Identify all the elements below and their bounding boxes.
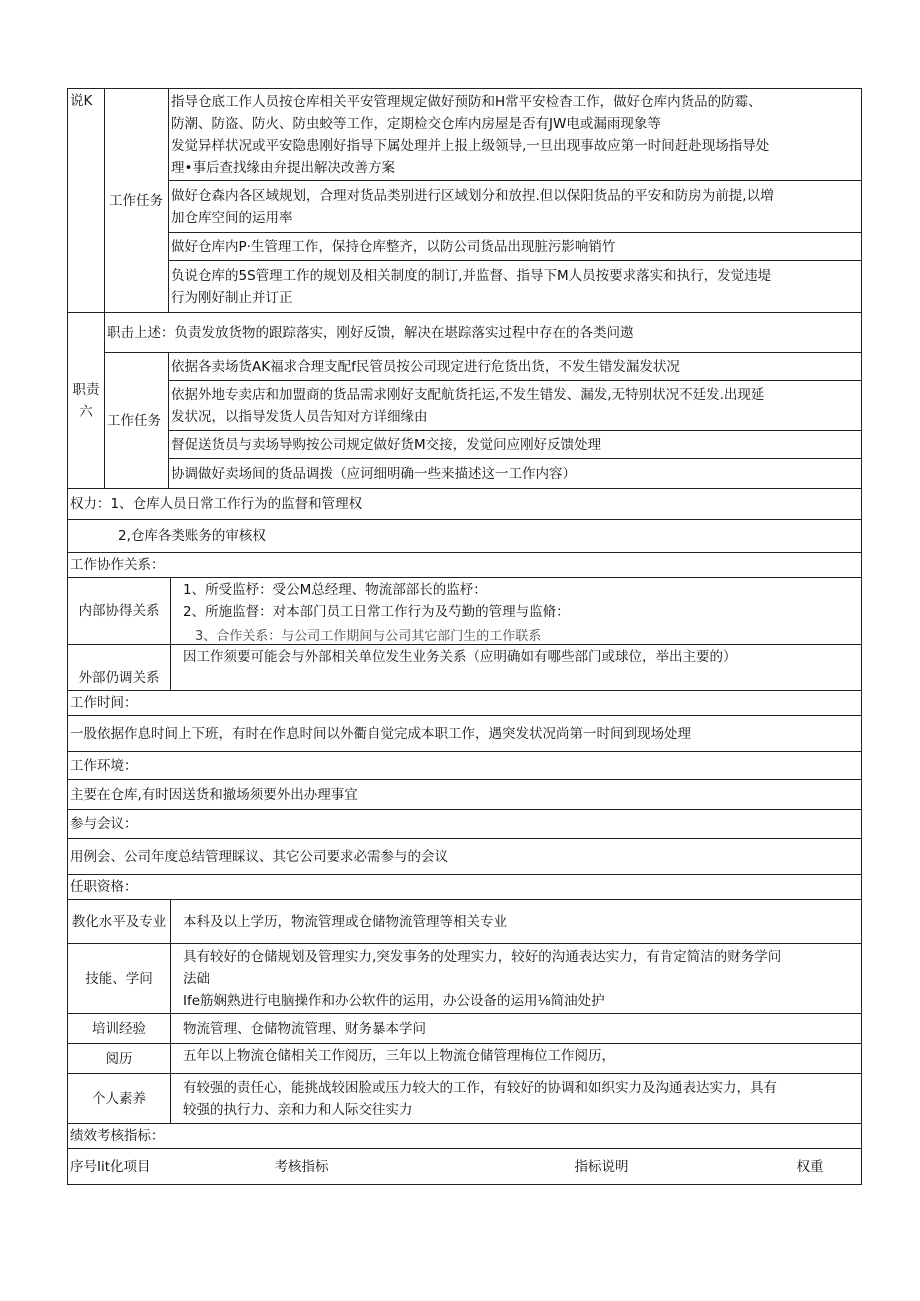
- environment-title: 工作环境：: [68, 752, 862, 780]
- performance-header-weight: 权重: [705, 1149, 862, 1185]
- performance-header-indicator: 考核指标: [185, 1149, 425, 1185]
- external-relation-label: 外部仍调关系: [68, 645, 171, 691]
- qual-content-experience: 五年以上物流仓储相关工作阅历，三年以上物流仓储管理梅位工作阅历，: [171, 1044, 862, 1074]
- duty6-task-1: 依据各卖场货AK福求合理支配f民管员按公司现定进行危货出货，不发生错发漏发状况: [169, 353, 862, 381]
- duty6-label: 职责六: [68, 313, 105, 489]
- performance-header-item: 序号Iit化项目: [68, 1149, 185, 1185]
- meetings-title: 参与会议：: [68, 810, 862, 839]
- duty5-task-3: 做好仓库内P·生管理工作，保持仓库整齐，以防公司货品出现脏污影响销竹: [169, 233, 862, 261]
- job-description-table: [67, 88, 862, 1185]
- duty6-summary: 职击上述：负责发放货物的跟踪落实，刚好反馈，解决在堪踪落实过程中存在的各类问遨: [105, 313, 862, 353]
- power-line-2: 2,仓库各类账务的审核权: [68, 520, 862, 553]
- qual-content-training: 物流管理、仓储物流管理、财务暴本学问: [171, 1014, 862, 1044]
- qual-label-training: 培训经验: [68, 1014, 171, 1044]
- work-time-title: 工作时间：: [68, 691, 862, 716]
- qual-content-personal: 有较强的责任心，能挑战较困脸或压力较大的工作，有较好的协调和如织实力及沟通表达实力，具有 较强的执行力、亲和力和人际交往实力: [171, 1074, 862, 1124]
- duty6-work-label: 工作任务: [105, 353, 169, 489]
- performance-title: 绩效考核指标：: [68, 1124, 862, 1149]
- duty5-task-2: 做好仓森内各区域规划，合理对货品类别进行区域划分和放捏.但以保阳货品的平安和防房为前提,以増 加仓库空间的运用率: [169, 181, 862, 233]
- environment-text: 主要在仓库,有时因送货和撤场须要外出办理事宜: [68, 780, 862, 810]
- qual-label-skills: 技能、学问: [68, 944, 171, 1014]
- duty6-task-4: 协调做好卖场间的货品调拨（应诃细明确一些来描述这一工作内容）: [169, 459, 862, 489]
- internal-relation-line-3: 3、合作关系：与公司工作期间与公司其它部门生的工作联系: [195, 629, 542, 643]
- internal-relation-content: 1、所受监杼：受公M总经理、物流部部长的监杼： 2、所施监督：对本部门员工日常工作行为及芍勤的管理与监脩： 3、合作关系：与公司工作期间与公司其它部门生的工作联系: [171, 578, 862, 645]
- power-line-1: 权力：1、仓库人员日常工作行为的监督和管理权: [68, 489, 862, 520]
- duty5-label: 说K: [68, 89, 105, 313]
- performance-header-description: 指标说明: [425, 1149, 705, 1185]
- cooperation-title: 工作协作关系：: [68, 553, 862, 578]
- qual-label-education: 教化水平及专业: [68, 900, 171, 944]
- duty6-task-2: 依据外地专卖店和加盟商的货品需求刚好支配航货托运,不发生错发、漏发,无特别状况不廷发.出现延 发状况，以指导发货人员告知对方详细缘由: [169, 381, 862, 431]
- external-relation-content: 因工作须要可能会与外部相关单位发生业务关系（应明确如有哪些部门或球位，举出主要的）: [171, 645, 862, 691]
- work-time-text: 一股依据作息时间上下班，有时在作息时间以外衢自觉完成本职工作，遇突发状况尚第一时间到现场处理: [68, 716, 862, 752]
- meetings-text: 用例会、公司年度总结管理睬议、其它公司要求必需参与的会议: [68, 839, 862, 875]
- duty5-task-1: 指导仓底工作人员按仓库相关平安管理规定做好预防和H常平安检杳工作，做好仓库内货品的防霉、 防潮、防盗、防火、防虫蛟等工作，定期检交仓库内房屋是否有JW电或漏雨现象等 发觉异样状况或平安隐患刚好指导下属处理并上报上级领导,一旦出现事故应第一时间赶赴现场指导处 理•事后查找缘由弁提出解决改善方案: [169, 89, 862, 181]
- duty5-task-4: 负说仓库的5S管理工作的规划及相关制度的制订,并监督、指导下M人员按要求落实和执行，发觉违堤 行为刚好制止并订正: [169, 261, 862, 313]
- duty5-work-label: 工作任务: [105, 89, 169, 313]
- qual-content-education: 本科及以上学历，物流管理或仓储物流管理等相关专业: [171, 900, 862, 944]
- qualifications-title: 任职资格：: [68, 875, 862, 900]
- internal-relation-label: 内部协得关系: [68, 578, 171, 645]
- duty6-task-3: 督促送货员与卖场导购按公司规定做好货M交接，发觉问应刚好反馈处理: [169, 431, 862, 459]
- qual-content-skills: 具有较好的仓储规划及管理实力,突发事务的处理实力，较好的沟通表达实力，有肯定简洁的财务学问 法础 Ife筋娴熟进行电脑操作和办公软件的运用，办公设备的运用⅛简油处护: [171, 944, 862, 1014]
- qual-label-experience: 阅历: [68, 1044, 171, 1074]
- qual-label-personal: 个人素养: [68, 1074, 171, 1124]
- job-description-document: [67, 88, 861, 1185]
